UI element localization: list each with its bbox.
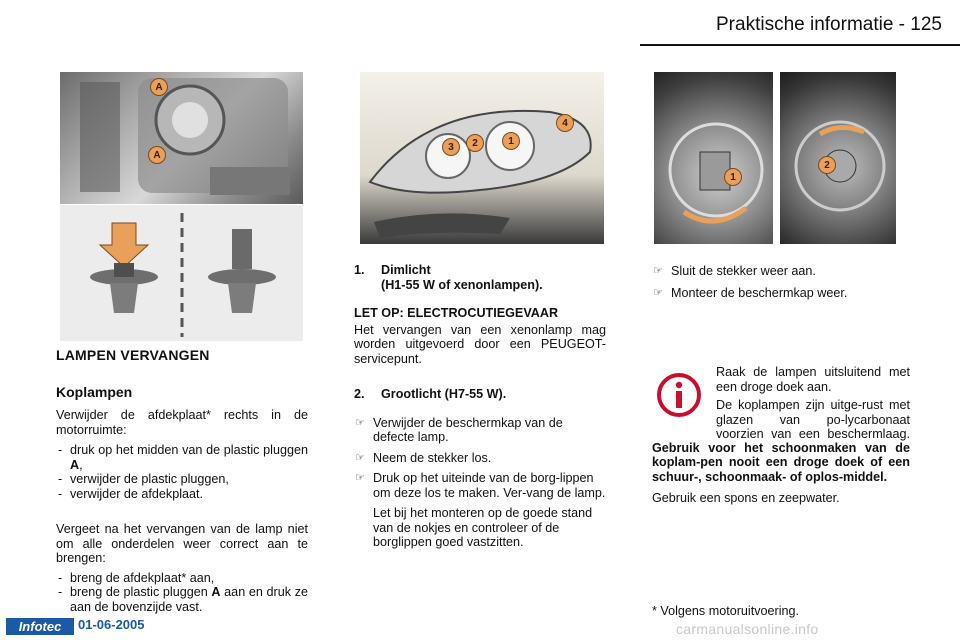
list-item: - verwijder de plastic pluggen,: [56, 472, 308, 487]
fitting-note: Let bij het monteren op de goede stand van de nokjes en controleer of de borglippen goed vastzitten.: [373, 506, 593, 549]
headlamp-photo: [360, 72, 604, 244]
list-item: ☞ Monteer de beschermkap weer.: [653, 285, 848, 300]
removal-steps: [56, 443, 308, 501]
procedure-bullets: [354, 416, 606, 550]
callout-a-bottom: A: [148, 146, 166, 164]
warning-text: Het vervangen van een xenonlamp mag worden uitgevoerd door een PEUGEOT-servicepunt.: [354, 322, 606, 366]
page-header-title: Praktische informatie - 125: [716, 14, 942, 35]
item-main-beam: 2. Grootlicht (H7-55 W).: [354, 387, 507, 401]
item-dipped-beam: 1. Dimlicht (H1-55 W of xenonlampen).: [354, 263, 543, 292]
reminder-text: Vergeet na het vervangen van de lamp niet om alle onderdelen weer correct aan te brengen:: [56, 522, 308, 565]
pointing-hand-icon: ☞: [653, 286, 663, 299]
list-item: - druk op het midden van de plastic pluggen A,: [56, 443, 308, 472]
infotec-logo: Infotec: [6, 618, 74, 635]
footnote: * Volgens motoruitvoering.: [652, 604, 800, 618]
info-paragraph-2: De koplampen zijn uitge-rust met glazen van po-lycarbonaat voorzien van een beschermlaag.: [716, 398, 910, 441]
intro-text: Verwijder de afdekplaat* rechts in de motorruimte:: [56, 408, 308, 437]
column-lamp-replacement: [56, 348, 308, 614]
callout-2: 2: [466, 134, 484, 152]
callout-4: 4: [556, 114, 574, 132]
pointing-hand-icon: ☞: [653, 265, 663, 277]
list-item: - verwijder de afdekplaat.: [56, 487, 308, 502]
subsection-title: Koplampen: [56, 383, 133, 400]
watermark: carmanualsonline.info: [676, 621, 819, 637]
column-bulb-types: [354, 263, 606, 550]
info-warning-visible: Gebruik voor het schoonmaken van de koplam-pen nooit een droge doek of een schuur-, schoonmaak- of oplos-middel.: [652, 440, 910, 484]
list-item: ☞ Verwijder de beschermkap van de defecte lamp.: [355, 415, 563, 444]
list-item: ☞ Sluit de stekker weer aan.: [653, 264, 816, 278]
section-title: LAMPEN VERVANGEN: [56, 347, 210, 363]
info-paragraph-3: Gebruik een spons en zeepwater.: [652, 491, 840, 505]
plastic-plug-diagram: [60, 205, 303, 341]
pointing-hand-icon: ☞: [355, 472, 365, 484]
callout-3: 3: [442, 138, 460, 156]
document-date: 01-06-2005: [78, 617, 145, 632]
list-item: ☞ Neem de stekker los.: [355, 450, 492, 465]
info-paragraph-1: Raak de lampen uitsluitend met een droge doek aan.: [716, 365, 910, 394]
header-rule: [640, 44, 960, 46]
column-reassembly: [652, 264, 910, 300]
list-item: - breng de plastic pluggen A aan en druk ze aan de bovenzijde vast.: [56, 585, 308, 614]
main-beam-bulb-photo: [780, 72, 896, 244]
engine-bay-photo: [60, 72, 303, 204]
callout-2-bulb: 2: [818, 156, 836, 174]
callout-a-top: A: [150, 78, 168, 96]
dipped-beam-bulb-photo: [654, 72, 773, 244]
callout-1-bulb: 1: [724, 168, 742, 186]
reinstall-steps: [56, 571, 308, 615]
pointing-hand-icon: ☞: [355, 416, 365, 429]
callout-1: 1: [502, 132, 520, 150]
pointing-hand-icon: ☞: [355, 451, 365, 464]
list-item: ☞ Druk op het uiteinde van de borg-lippen om deze los te maken. Ver-vang de lamp.: [355, 471, 606, 500]
list-item: - breng de afdekplaat* aan,: [56, 571, 308, 586]
info-box: [652, 365, 910, 506]
warning-title: LET OP: ELECTROCUTIEGEVAAR: [354, 306, 559, 320]
